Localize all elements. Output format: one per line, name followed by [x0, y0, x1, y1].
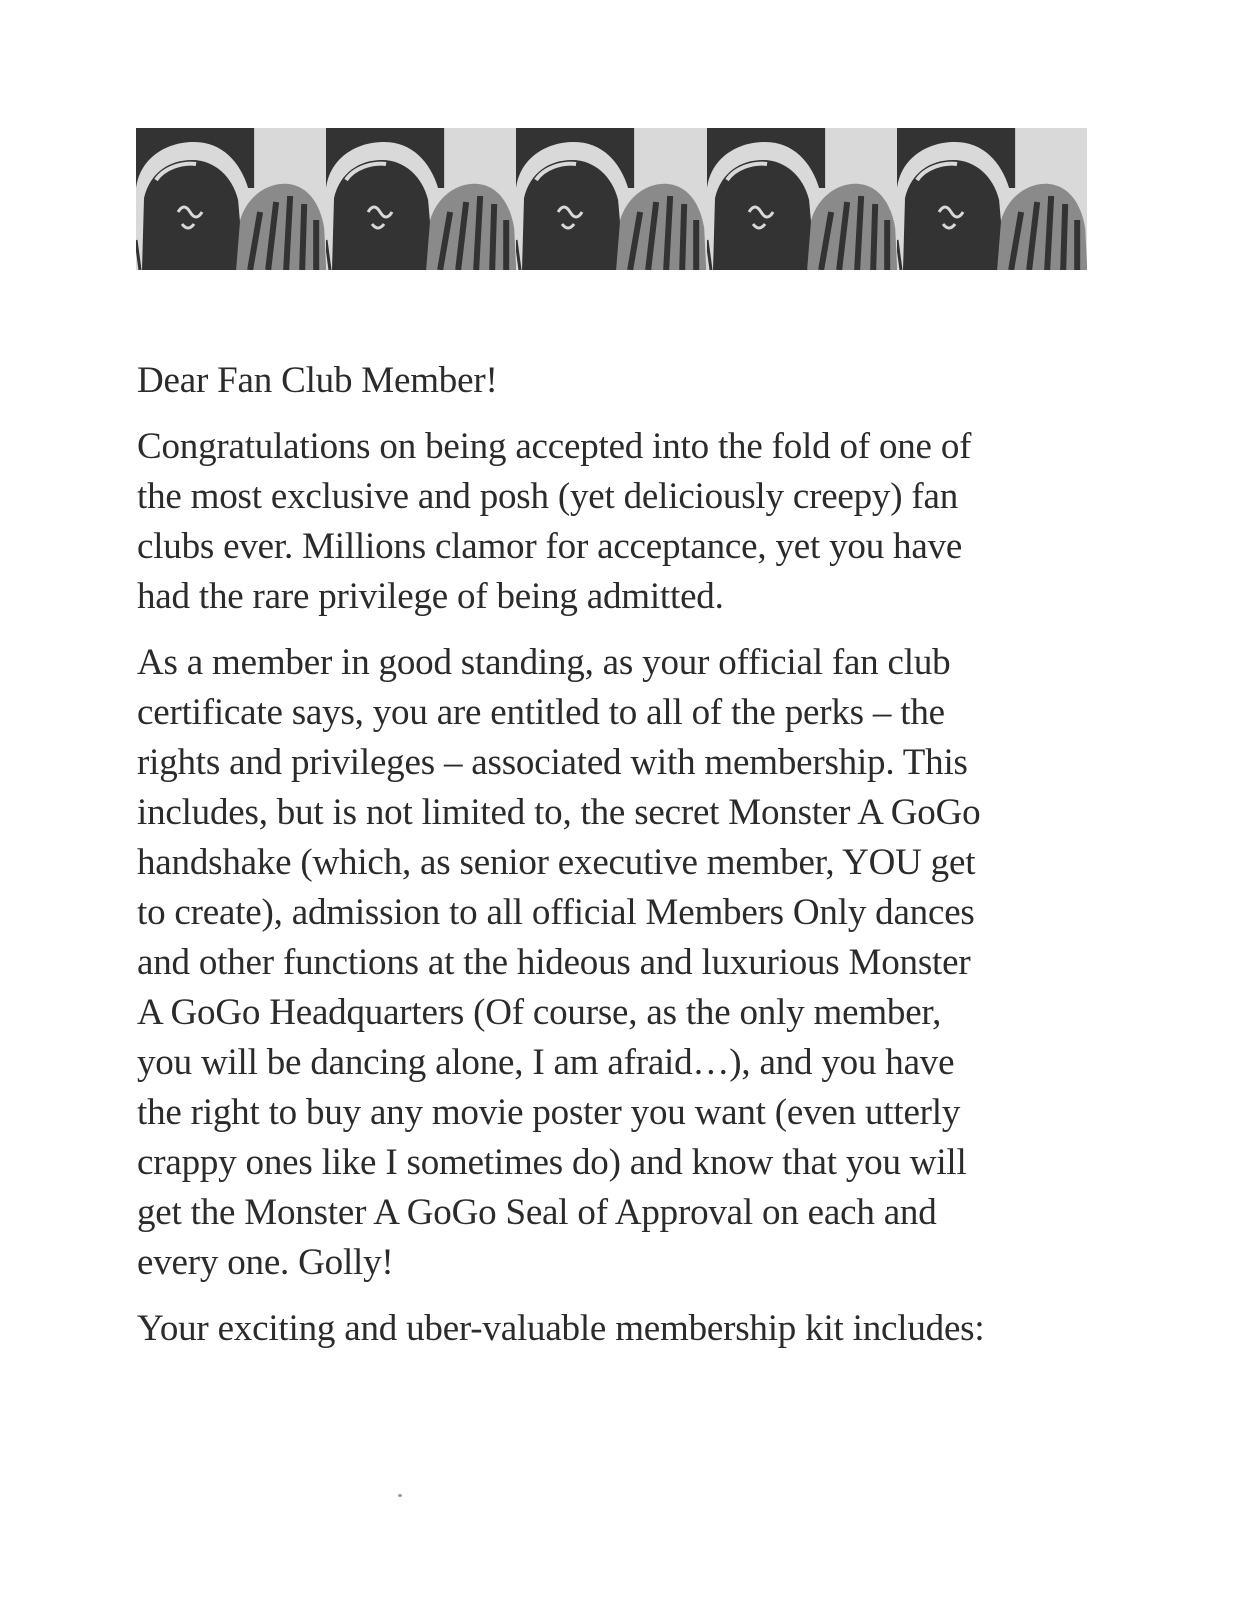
- paragraph-membership-kit: [137, 1304, 1107, 1354]
- hooded-figures-banner: [136, 128, 1087, 270]
- text-line: clubs ever. Millions clamor for acceptance, yet you have: [137, 526, 963, 567]
- text-line: certificate says, you are entitled to all of the perks – the: [137, 692, 945, 733]
- paragraph-membership-perks: [137, 638, 1107, 1288]
- letter-body: [137, 356, 1107, 1370]
- text-line: to create), admission to all official Members Only dances: [137, 892, 975, 933]
- text-line: Congratulations on being accepted into the fold of one of: [137, 426, 972, 467]
- text-line: every one. Golly!: [137, 1242, 394, 1283]
- text-line: includes, but is not limited to, the secret Monster A GoGo: [137, 792, 981, 833]
- banner-tile: [136, 128, 326, 270]
- text-line: A GoGo Headquarters (Of course, as the only member,: [137, 992, 942, 1033]
- text-line: and other functions at the hideous and luxurious Monster: [137, 942, 971, 983]
- text-line: rights and privileges – associated with membership. This: [137, 742, 968, 783]
- text-line: Your exciting and uber-valuable membership kit includes:: [137, 1308, 985, 1349]
- text-line: crappy ones like I sometimes do) and know that you will: [137, 1142, 967, 1183]
- text-line: get the Monster A GoGo Seal of Approval on each and: [137, 1192, 937, 1233]
- banner-tile: [516, 128, 706, 270]
- text-line: the most exclusive and posh (yet deliciously creepy) fan: [137, 476, 959, 517]
- text-line: handshake (which, as senior executive member, YOU get: [137, 842, 976, 883]
- text-line: As a member in good standing, as your official fan club: [137, 642, 951, 683]
- text-line: had the rare privilege of being admitted.: [137, 576, 724, 617]
- scan-speck: [398, 1494, 402, 1497]
- paragraph-congratulations: [137, 422, 1107, 622]
- text-line: you will be dancing alone, I am afraid…), and you have: [137, 1042, 955, 1083]
- salutation: Dear Fan Club Member!: [137, 360, 498, 401]
- banner-tile: [326, 128, 516, 270]
- text-line: the right to buy any movie poster you want (even utterly: [137, 1092, 961, 1133]
- banner-tile: [897, 128, 1087, 270]
- banner-tile: [707, 128, 897, 270]
